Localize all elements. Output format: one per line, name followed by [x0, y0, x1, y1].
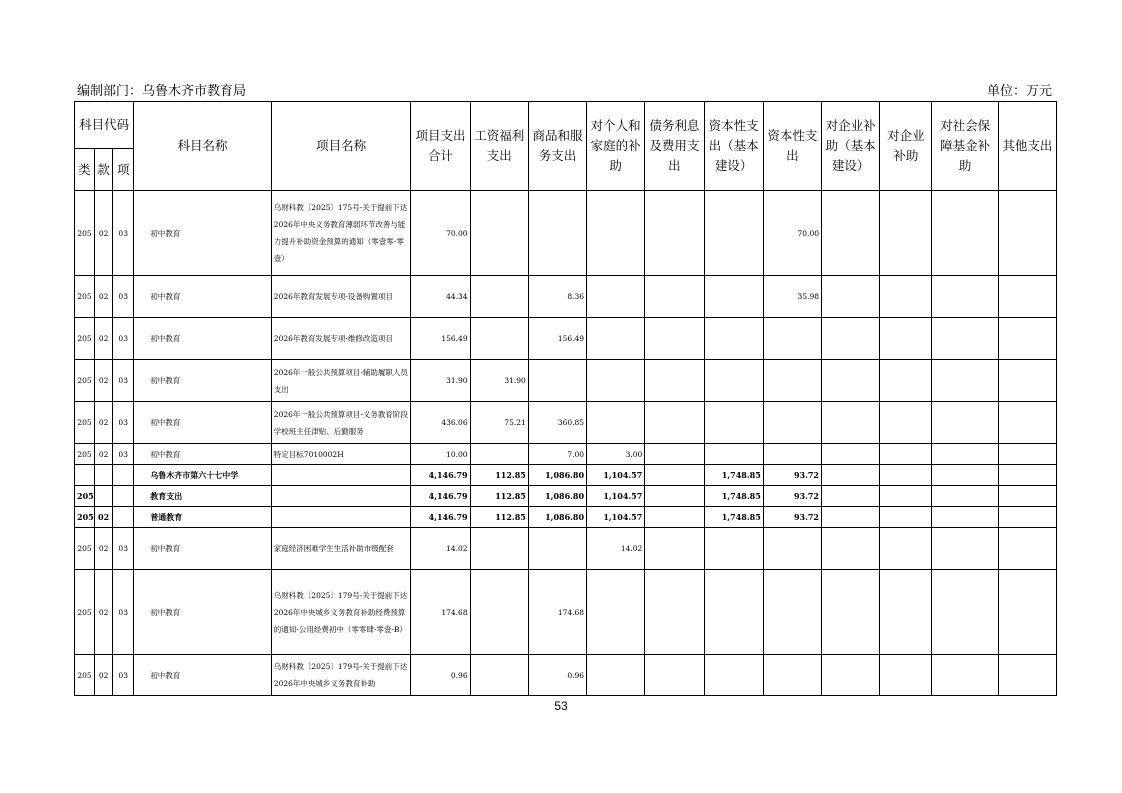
cell-salary — [470, 318, 528, 360]
cell-personal — [587, 570, 645, 655]
cell-social — [932, 191, 998, 276]
cell-enterprise — [880, 360, 932, 402]
header-goods: 商品和服务支出 — [528, 102, 586, 191]
cell-social — [932, 655, 998, 696]
header-total: 项目支出合计 — [411, 102, 470, 191]
cell-lei: 205 — [75, 507, 95, 528]
cell-salary — [470, 276, 528, 318]
cell-subject: 初中教育 — [134, 528, 272, 570]
cell-project: 乌财科教〔2025〕175号-关于提前下达2026年中央义务教育薄弱环节改善与能力提升补助资金预算的通知（零壹零-零壹） — [271, 191, 411, 276]
cell-subject: 初中教育 — [134, 360, 272, 402]
cell-xiang — [113, 486, 134, 507]
cell-total: 0.96 — [411, 655, 470, 696]
cell-kuan: 02 — [95, 444, 113, 465]
department-label: 编制部门：乌鲁木齐市教育局 — [77, 84, 247, 99]
cell-capital — [763, 402, 821, 444]
cell-social — [932, 528, 998, 570]
table-row — [75, 507, 1057, 528]
cell-personal — [587, 276, 645, 318]
cell-salary: 112.85 — [470, 465, 528, 486]
header-project-name: 项目名称 — [271, 102, 411, 191]
cell-salary — [470, 191, 528, 276]
cell-xiang: 03 — [113, 402, 134, 444]
cell-xiang — [113, 465, 134, 486]
cell-total: 31.90 — [411, 360, 470, 402]
cell-goods: 1,086.80 — [528, 507, 586, 528]
cell-project: 乌财科教〔2025〕179号-关于提前下达2026年中央城乡义务教育补助 — [271, 655, 411, 696]
cell-enterprise-basic — [822, 191, 880, 276]
cell-other — [998, 402, 1056, 444]
cell-enterprise-basic — [822, 276, 880, 318]
cell-kuan: 02 — [95, 318, 113, 360]
cell-social — [932, 486, 998, 507]
budget-table — [74, 101, 1057, 696]
cell-salary — [470, 570, 528, 655]
cell-salary — [470, 528, 528, 570]
cell-project: 2026年教育发展专项-设备购置项目 — [271, 276, 411, 318]
unit-label: 单位：万元 — [986, 84, 1052, 99]
table-row — [75, 318, 1057, 360]
cell-kuan: 02 — [95, 570, 113, 655]
cell-lei: 205 — [75, 486, 95, 507]
cell-personal — [587, 318, 645, 360]
cell-xiang — [113, 507, 134, 528]
table-row — [75, 444, 1057, 465]
cell-debt — [645, 528, 704, 570]
header-kuan: 款 — [95, 149, 113, 191]
cell-social — [932, 465, 998, 486]
table-row — [75, 486, 1057, 507]
cell-subject: 教育支出 — [134, 486, 272, 507]
cell-lei: 205 — [75, 402, 95, 444]
cell-capital-basic: 1,748.85 — [704, 507, 763, 528]
cell-debt — [645, 465, 704, 486]
cell-kuan — [95, 465, 113, 486]
cell-other — [998, 444, 1056, 465]
cell-enterprise-basic — [822, 570, 880, 655]
cell-subject: 初中教育 — [134, 318, 272, 360]
cell-enterprise — [880, 655, 932, 696]
cell-personal — [587, 402, 645, 444]
cell-debt — [645, 402, 704, 444]
cell-salary — [470, 655, 528, 696]
cell-personal: 1,104.57 — [587, 465, 645, 486]
cell-total: 44.34 — [411, 276, 470, 318]
cell-goods — [528, 528, 586, 570]
cell-xiang: 03 — [113, 528, 134, 570]
cell-debt — [645, 570, 704, 655]
cell-enterprise-basic — [822, 655, 880, 696]
cell-capital-basic — [704, 191, 763, 276]
cell-enterprise-basic — [822, 318, 880, 360]
cell-capital-basic: 1,748.85 — [704, 465, 763, 486]
cell-goods: 174.68 — [528, 570, 586, 655]
header-lei: 类 — [75, 149, 95, 191]
cell-personal — [587, 655, 645, 696]
cell-project — [271, 465, 411, 486]
cell-other — [998, 655, 1056, 696]
header-personal: 对个人和家庭的补助 — [587, 102, 645, 191]
cell-debt — [645, 276, 704, 318]
cell-enterprise — [880, 465, 932, 486]
cell-capital-basic — [704, 528, 763, 570]
cell-capital: 93.72 — [763, 465, 821, 486]
table-row — [75, 402, 1057, 444]
cell-goods: 0.96 — [528, 655, 586, 696]
cell-capital — [763, 444, 821, 465]
cell-capital — [763, 528, 821, 570]
cell-debt — [645, 486, 704, 507]
cell-salary — [470, 444, 528, 465]
cell-project: 特定目标7010002H — [271, 444, 411, 465]
cell-social — [932, 507, 998, 528]
cell-capital — [763, 318, 821, 360]
cell-enterprise-basic — [822, 402, 880, 444]
cell-kuan: 02 — [95, 655, 113, 696]
cell-salary: 75.21 — [470, 402, 528, 444]
cell-goods — [528, 360, 586, 402]
cell-total: 156.49 — [411, 318, 470, 360]
cell-other — [998, 507, 1056, 528]
table-body — [75, 191, 1057, 696]
cell-kuan: 02 — [95, 191, 113, 276]
cell-subject: 初中教育 — [134, 191, 272, 276]
cell-lei: 205 — [75, 276, 95, 318]
cell-total: 4,146.79 — [411, 465, 470, 486]
cell-lei: 205 — [75, 444, 95, 465]
cell-enterprise — [880, 276, 932, 318]
cell-other — [998, 360, 1056, 402]
cell-enterprise — [880, 486, 932, 507]
cell-lei: 205 — [75, 528, 95, 570]
cell-capital — [763, 360, 821, 402]
cell-lei: 205 — [75, 360, 95, 402]
cell-enterprise — [880, 528, 932, 570]
cell-project: 2026年一般公共预算项目-义务教育阶段学校班主任津贴、后勤服务 — [271, 402, 411, 444]
cell-goods: 360.85 — [528, 402, 586, 444]
cell-other — [998, 465, 1056, 486]
table-row — [75, 655, 1057, 696]
header-salary: 工资福利支出 — [470, 102, 528, 191]
cell-kuan: 02 — [95, 507, 113, 528]
cell-social — [932, 570, 998, 655]
cell-social — [932, 444, 998, 465]
cell-debt — [645, 360, 704, 402]
cell-enterprise — [880, 318, 932, 360]
header-capital-basic: 资本性支出（基本建设） — [704, 102, 763, 191]
cell-project — [271, 486, 411, 507]
cell-lei: 205 — [75, 570, 95, 655]
cell-subject: 普通教育 — [134, 507, 272, 528]
cell-xiang: 03 — [113, 318, 134, 360]
cell-salary: 31.90 — [470, 360, 528, 402]
cell-capital-basic — [704, 402, 763, 444]
cell-xiang: 03 — [113, 444, 134, 465]
cell-goods: 1,086.80 — [528, 465, 586, 486]
cell-salary: 112.85 — [470, 486, 528, 507]
cell-project: 乌财科教〔2025〕179号-关于提前下达2026年中央城乡义务教育补助经费预算的通知-公用经费初中（零零肆-零壹-B） — [271, 570, 411, 655]
cell-social — [932, 318, 998, 360]
cell-capital: 93.72 — [763, 507, 821, 528]
cell-project: 家庭经济困难学生生活补助市级配套 — [271, 528, 411, 570]
table-row — [75, 570, 1057, 655]
cell-capital-basic — [704, 570, 763, 655]
header-capital: 资本性支出 — [763, 102, 821, 191]
cell-capital: 70.00 — [763, 191, 821, 276]
cell-lei — [75, 465, 95, 486]
cell-debt — [645, 444, 704, 465]
cell-enterprise-basic — [822, 360, 880, 402]
cell-personal: 14.02 — [587, 528, 645, 570]
cell-kuan: 02 — [95, 402, 113, 444]
cell-debt — [645, 318, 704, 360]
header-other: 其他支出 — [998, 102, 1056, 191]
cell-total: 70.00 — [411, 191, 470, 276]
cell-kuan: 02 — [95, 528, 113, 570]
cell-enterprise-basic — [822, 486, 880, 507]
cell-xiang: 03 — [113, 276, 134, 318]
cell-xiang: 03 — [113, 570, 134, 655]
cell-lei: 205 — [75, 191, 95, 276]
cell-enterprise — [880, 507, 932, 528]
cell-xiang: 03 — [113, 191, 134, 276]
header-xiang: 项 — [113, 149, 134, 191]
header-enterprise: 对企业补助 — [880, 102, 932, 191]
table-row — [75, 360, 1057, 402]
cell-other — [998, 486, 1056, 507]
cell-project — [271, 507, 411, 528]
header-social: 对社会保障基金补助 — [932, 102, 998, 191]
cell-subject: 初中教育 — [134, 570, 272, 655]
cell-goods — [528, 191, 586, 276]
cell-capital-basic — [704, 276, 763, 318]
cell-project: 2026年教育发展专项-维修改造项目 — [271, 318, 411, 360]
cell-enterprise-basic — [822, 528, 880, 570]
cell-personal: 3.00 — [587, 444, 645, 465]
cell-personal: 1,104.57 — [587, 486, 645, 507]
cell-goods: 8.36 — [528, 276, 586, 318]
cell-other — [998, 318, 1056, 360]
cell-capital-basic — [704, 655, 763, 696]
cell-other — [998, 570, 1056, 655]
cell-capital: 93.72 — [763, 486, 821, 507]
cell-enterprise — [880, 191, 932, 276]
header-subject-name: 科目名称 — [134, 102, 272, 191]
cell-capital-basic — [704, 318, 763, 360]
cell-enterprise-basic — [822, 465, 880, 486]
cell-enterprise — [880, 402, 932, 444]
cell-subject: 初中教育 — [134, 655, 272, 696]
cell-enterprise — [880, 570, 932, 655]
cell-personal — [587, 191, 645, 276]
cell-subject: 初中教育 — [134, 402, 272, 444]
cell-xiang: 03 — [113, 360, 134, 402]
cell-capital-basic: 1,748.85 — [704, 486, 763, 507]
cell-capital — [763, 570, 821, 655]
cell-social — [932, 360, 998, 402]
cell-social — [932, 402, 998, 444]
cell-goods: 156.49 — [528, 318, 586, 360]
cell-enterprise-basic — [822, 507, 880, 528]
cell-lei: 205 — [75, 655, 95, 696]
cell-total: 14.02 — [411, 528, 470, 570]
cell-social — [932, 276, 998, 318]
table-row — [75, 191, 1057, 276]
page-number: 53 — [554, 699, 568, 713]
cell-total: 10.00 — [411, 444, 470, 465]
cell-other — [998, 191, 1056, 276]
cell-goods: 1,086.80 — [528, 486, 586, 507]
cell-salary: 112.85 — [470, 507, 528, 528]
cell-personal: 1,104.57 — [587, 507, 645, 528]
cell-total: 174.68 — [411, 570, 470, 655]
cell-enterprise — [880, 444, 932, 465]
header-enterprise-basic: 对企业补助（基本建设） — [822, 102, 880, 191]
cell-other — [998, 528, 1056, 570]
cell-kuan: 02 — [95, 276, 113, 318]
cell-capital: 35.98 — [763, 276, 821, 318]
cell-total: 4,146.79 — [411, 486, 470, 507]
cell-debt — [645, 507, 704, 528]
cell-project: 2026年一般公共预算项目-辅助履职人员支出 — [271, 360, 411, 402]
table-row — [75, 528, 1057, 570]
header-code-group: 科目代码 — [75, 102, 134, 149]
cell-kuan: 02 — [95, 360, 113, 402]
cell-subject: 初中教育 — [134, 276, 272, 318]
table-row — [75, 465, 1057, 486]
cell-debt — [645, 191, 704, 276]
cell-kuan — [95, 486, 113, 507]
cell-total: 4,146.79 — [411, 507, 470, 528]
cell-other — [998, 276, 1056, 318]
cell-goods: 7.00 — [528, 444, 586, 465]
cell-personal — [587, 360, 645, 402]
cell-total: 436.06 — [411, 402, 470, 444]
cell-subject: 初中教育 — [134, 444, 272, 465]
cell-lei: 205 — [75, 318, 95, 360]
cell-capital-basic — [704, 444, 763, 465]
cell-xiang: 03 — [113, 655, 134, 696]
cell-subject: 乌鲁木齐市第六十七中学 — [134, 465, 272, 486]
cell-enterprise-basic — [822, 444, 880, 465]
cell-debt — [645, 655, 704, 696]
cell-capital-basic — [704, 360, 763, 402]
header-debt: 债务利息及费用支出 — [645, 102, 704, 191]
table-row — [75, 276, 1057, 318]
cell-capital — [763, 655, 821, 696]
